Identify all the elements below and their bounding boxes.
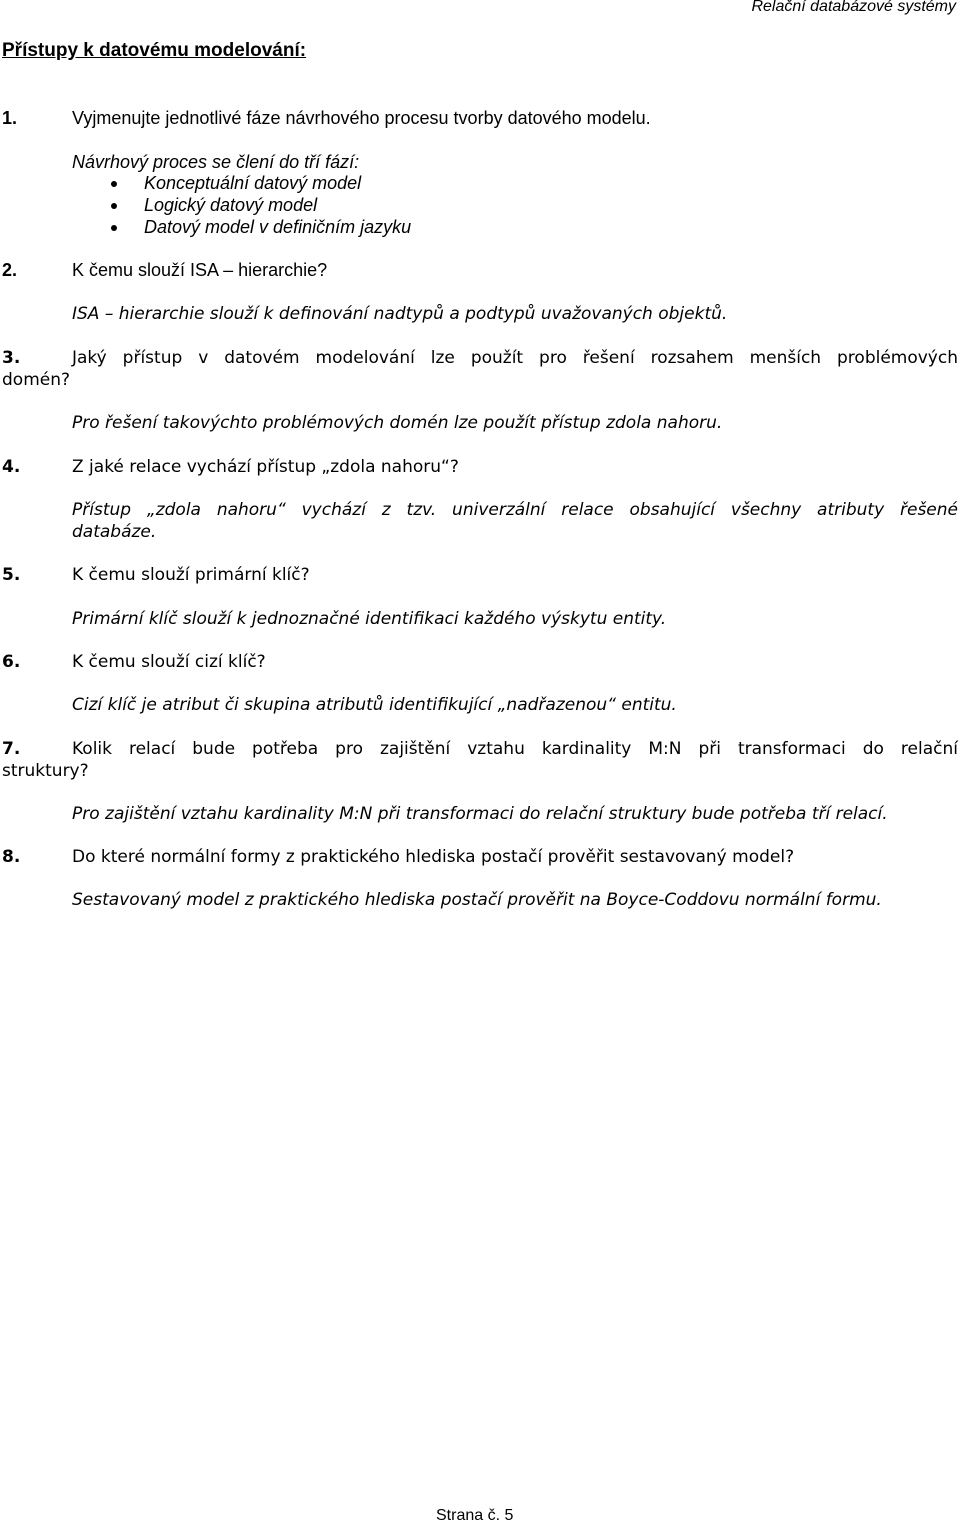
answer-5: Primární klíč slouží k jednoznačné identifikaci každého výskytu entity. <box>72 609 667 629</box>
question-number-2: 2. <box>2 260 18 280</box>
question-number-8: 8. <box>2 847 21 867</box>
answer-3: Pro řešení takovýchto problémových domén lze použít přístup zdola nahoru. <box>72 413 723 433</box>
page-number: Strana č. 5 <box>436 1507 514 1524</box>
running-header: Relační databázové systémy <box>751 0 956 15</box>
answer-1-item-3: Datový model v definičním jazyku <box>144 217 412 237</box>
question-1: Vyjmenujte jednotlivé fáze návrhového procesu tvorby datového modelu. <box>72 108 651 128</box>
answer-4-line-2: databáze. <box>72 522 157 542</box>
question-number-1: 1. <box>2 108 18 128</box>
answer-4-line-1: Přístup „zdola nahoru“ vychází z tzv. univerzální relace obsahující všechny atributy řešené <box>72 500 958 520</box>
answer-6: Cizí klíč je atribut či skupina atributů identifikující „nadřazenou“ entitu. <box>72 695 677 715</box>
question-3-line-2: domén? <box>2 370 71 390</box>
question-3-line-1: Jaký přístup v datovém modelování lze použít pro řešení rozsahem menších problémových <box>72 348 958 368</box>
answer-2: ISA – hierarchie slouží k definování nadtypů a podtypů uvažovaných objektů. <box>72 304 728 324</box>
question-2: K čemu slouží ISA – hierarchie? <box>72 260 328 280</box>
question-5: K čemu slouží primární klíč? <box>72 565 310 585</box>
answer-1-item-2: Logický datový model <box>144 195 318 215</box>
question-4: Z jaké relace vychází přístup „zdola nahoru“? <box>72 457 459 477</box>
answer-7: Pro zajištění vztahu kardinality M:N při transformaci do relační struktury bude potřeba tří relací. <box>72 804 888 824</box>
question-number-7: 7. <box>2 739 21 759</box>
question-6: K čemu slouží cizí klíč? <box>72 652 266 672</box>
question-number-3: 3. <box>2 348 21 368</box>
question-number-5: 5. <box>2 565 21 585</box>
answer-1-item-1: Konceptuální datový model <box>144 173 362 193</box>
bullet-icon <box>111 181 117 187</box>
bullet-icon <box>111 203 117 209</box>
answer-1-intro: Návrhový proces se člení do tří fází: <box>72 152 360 172</box>
bullet-icon <box>111 225 117 231</box>
section-title: Přístupy k datovému modelování: <box>2 40 307 61</box>
question-7-line-1: Kolik relací bude potřeba pro zajištění vztahu kardinality M:N při transformaci do relační <box>72 739 958 759</box>
question-number-6: 6. <box>2 652 21 672</box>
question-8: Do které normální formy z praktického hlediska postačí prověřit sestavovaný model? <box>72 847 795 867</box>
question-7-line-2: struktury? <box>2 761 89 781</box>
answer-8: Sestavovaný model z praktického hlediska postačí prověřit na Boyce-Coddovu normální formu. <box>72 890 882 910</box>
question-number-4: 4. <box>2 457 21 477</box>
